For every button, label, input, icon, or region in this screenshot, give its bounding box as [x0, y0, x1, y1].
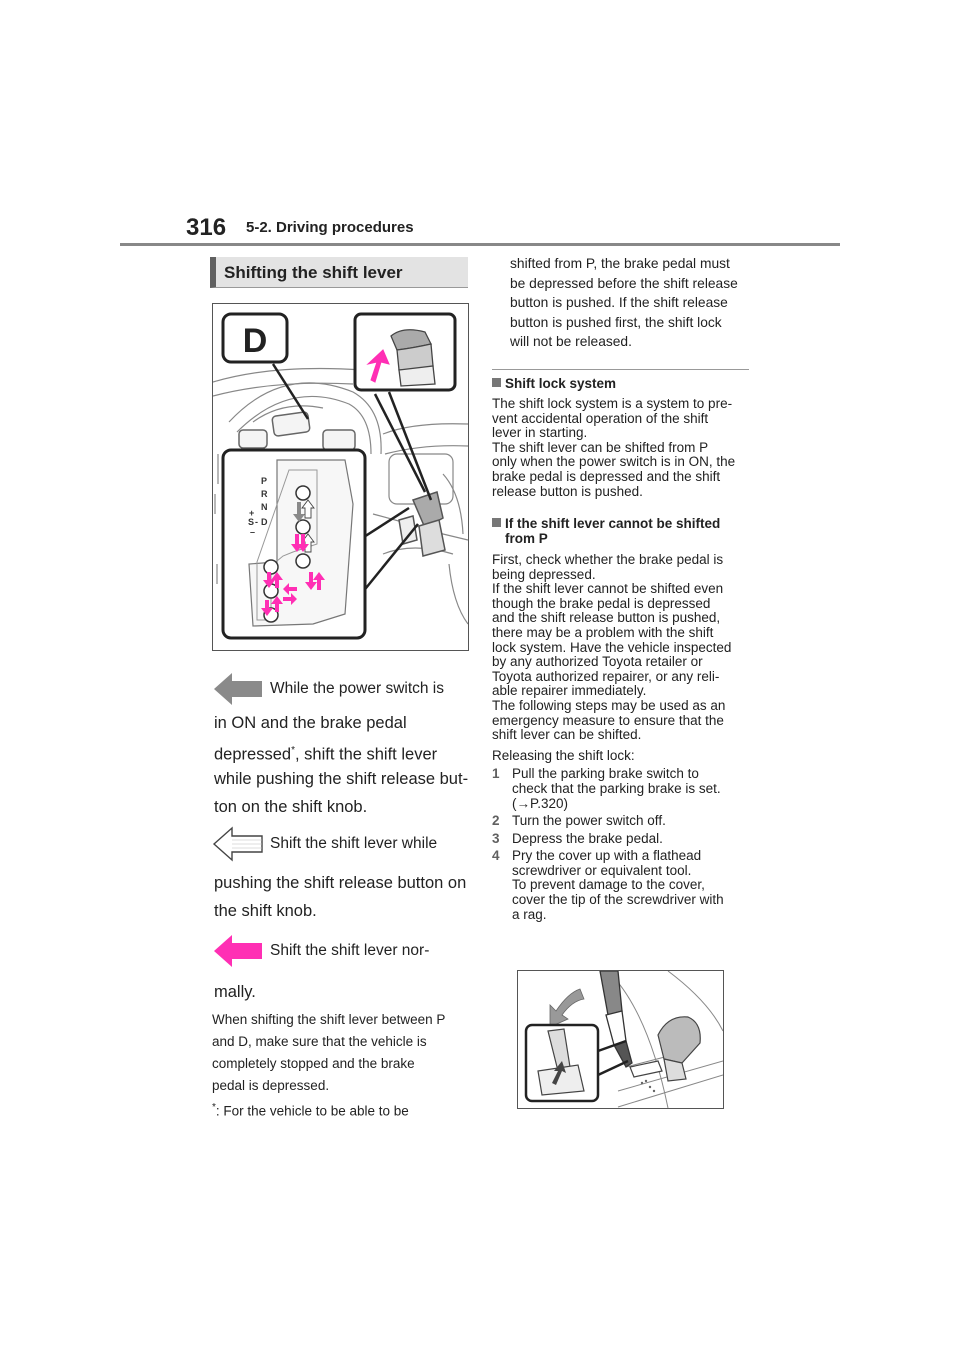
gray-desc-line-3: while pushing the shift release but- [214, 770, 469, 788]
gate-minus: – [250, 527, 256, 537]
shift-lever-illustration [213, 304, 468, 650]
rotate-arrow-icon [550, 989, 584, 1027]
section-heading: Shifting the shift lever [210, 257, 468, 288]
step-1: 1 Pull the parking brake switch to check that the parking brake is set. (→P.320) [492, 766, 721, 811]
square-bullet-icon [492, 378, 501, 387]
pink-arrow-icon [212, 933, 264, 969]
cannot-shift-heading: If the shift lever cannot be shifted from P [492, 516, 750, 546]
step-2: 2 Turn the power switch off. [492, 813, 666, 829]
screwdriver-figure [517, 970, 724, 1109]
outline-arrow-icon [212, 826, 264, 862]
gate-s: S [248, 517, 255, 527]
gray-arrow-icon [212, 671, 264, 707]
legend-outline-arrow-text: Shift the shift lever while [270, 835, 438, 852]
legend-pink-arrow-row [212, 933, 470, 969]
chapter-title: 5-2. Driving procedures [246, 219, 414, 236]
page-number: 316 [186, 214, 227, 241]
cannot-shift-section [492, 516, 750, 922]
header-rule [120, 243, 840, 246]
step-3: 3 Depress the brake pedal. [492, 830, 663, 846]
gate-letter-p: P [261, 476, 268, 486]
shift-gate-inset [223, 450, 365, 638]
legend-outline-arrow-row [212, 826, 470, 862]
gray-arrow-description [214, 710, 474, 822]
outline-desc-line-1: pushing the shift release button on [214, 874, 467, 892]
shift-note: When shifting the shift lever between P and D, make sure that the vehicle is completely stopped and the brake pedal is depressed. *: For the vehicle to be able to be [212, 1010, 474, 1120]
pink-arrow-description: mally. [214, 983, 256, 1001]
shift-lock-heading: Shift lock system [492, 376, 750, 391]
gate-letter-n: N [261, 502, 268, 512]
shift-lock-section [492, 376, 750, 499]
screwdriver-illustration [518, 971, 723, 1108]
legend-pink-arrow-text: Shift the shift lever nor- [270, 942, 430, 959]
release-steps [492, 767, 750, 922]
square-bullet-icon [492, 518, 501, 527]
outline-arrow-description [214, 870, 474, 926]
step-4: 4 Pry the cover up with a flathead screwdriver or equivalent tool. To prevent damage to the cover, cover the tip of the screwdriver with a rag. [492, 848, 724, 922]
gate-plus: + [249, 508, 255, 518]
gate-letter-d: D [261, 517, 268, 527]
svg-text:-: - [255, 517, 258, 527]
gray-desc-line-1: in ON and the brake pedal [214, 714, 407, 732]
outline-desc-line-2: the shift knob. [214, 902, 317, 920]
shift-lock-body: The shift lock system is a system to pre- vent accidental operation of the shift lever in starting. The shift lever can be shifted from P only when the power switch is in ON, the brake pedal is depressed and the shift release button is pushed. [492, 396, 736, 499]
gate-letter-r: R [261, 489, 268, 499]
gray-desc-line-2: depressed*, shift the shift lever [214, 745, 438, 764]
footnote-continuation: shifted from P, the brake pedal must be depressed before the shift release button is pushed. If the shift release button is pushed first, the shift lock will not be released. [510, 256, 738, 349]
mode-label: D [242, 322, 268, 360]
knob-inset [355, 314, 455, 390]
legend-gray-arrow-row [212, 671, 470, 707]
cannot-shift-body: First, check whether the brake pedal is being depressed. If the shift lever cannot be shifted even though the brake pedal is depressed and the shift release button is pushed, there may be a problem with the shift lock system. Have the vehicle inspected by any authorized Toyota retailer or Toyota authorized repairer, or any reli- able repairer immediately. The following steps may be used as an emergency measure to ensure that the shift lever can be shifted. [492, 552, 732, 743]
releasing-intro: Releasing the shift lock: [492, 747, 635, 763]
gray-desc-line-4: ton on the shift knob. [214, 798, 368, 816]
legend-gray-arrow-text: While the power switch is [270, 680, 445, 697]
divider [492, 369, 749, 370]
footnote: *: For the vehicle to be able to be [212, 1102, 409, 1119]
shift-lever-figure [212, 303, 469, 651]
